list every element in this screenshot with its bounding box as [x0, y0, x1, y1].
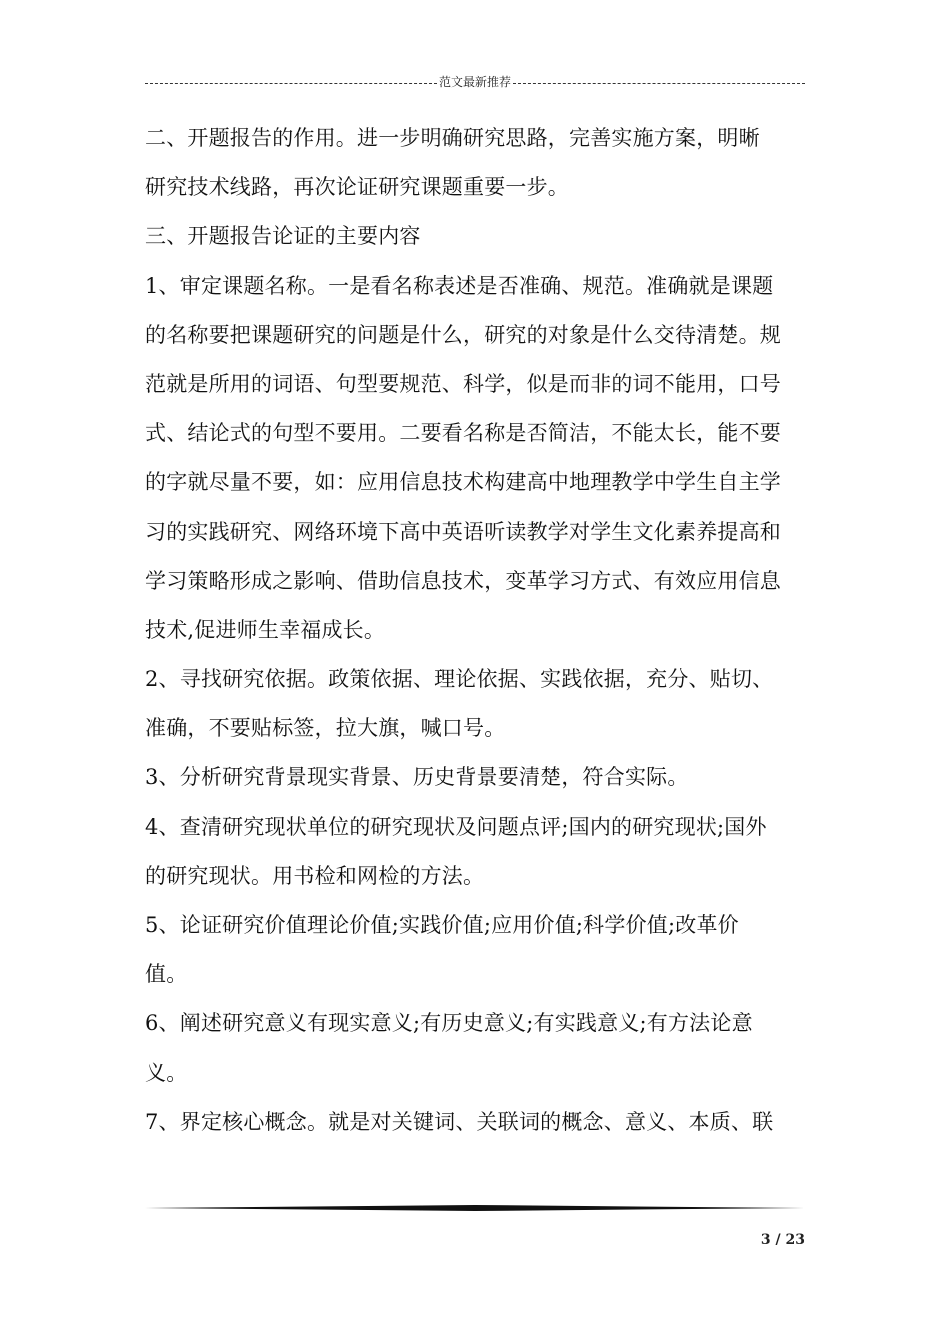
- text-line: 值。: [145, 962, 188, 987]
- section-heading: 三、开题报告论证的主要内容: [145, 224, 421, 249]
- text-line: 学习策略形成之影响、借助信息技术，变革学习方式、有效应用信息: [145, 568, 781, 593]
- text-line: 7、界定核心概念。就是对关键词、关联词的概念、意义、本质、联: [145, 1109, 774, 1134]
- text-line: 技术,促进师生幸福成长。: [145, 617, 386, 642]
- footer-rule: [145, 1205, 805, 1211]
- header-label: 范文最新推荐: [439, 75, 512, 89]
- text-line: 的名称要把课题研究的问题是什么，研究的对象是什么交待清楚。规: [145, 322, 781, 347]
- text-line: 准确，不要贴标签，拉大旗，喊口号。: [145, 716, 506, 741]
- text-line: 5、论证研究价值理论价值;实践价值;应用价值;科学价值;改革价: [145, 913, 739, 937]
- text-line: 范就是所用的词语、句型要规范、科学，似是而非的词不能用，口号: [145, 371, 781, 396]
- text-line: 研究技术线路，再次论证研究课题重要一步。: [145, 175, 569, 200]
- text-line: 6、阐述研究意义有现实意义;有历史意义;有实践意义;有方法论意: [145, 1011, 753, 1036]
- text-line: 的研究现状。用书检和网检的方法。: [145, 863, 485, 888]
- page-header: [145, 72, 805, 92]
- header-dash-right: [513, 83, 805, 84]
- document-body: [145, 114, 810, 1147]
- text-line: 2、寻找研究依据。政策依据、理论依据、实践依据，充分、贴切、: [145, 667, 774, 692]
- text-line: 习的实践研究、网络环境下高中英语听读教学对学生文化素养提高和: [145, 519, 781, 544]
- text-line: 二、开题报告的作用。进一步明确研究思路，完善实施方案，明晰: [145, 126, 760, 150]
- text-line: 4、查清研究现状单位的研究现状及问题点评;国内的研究现状;国外: [145, 814, 767, 839]
- page-number: 3 / 23: [760, 1232, 805, 1248]
- text-line: 义。: [145, 1060, 188, 1085]
- text-line: 式、结论式的句型不要用。二要看名称是否简洁，不能太长，能不要: [145, 421, 781, 446]
- text-line: 3、分析研究背景现实背景、历史背景要清楚，符合实际。: [145, 765, 689, 790]
- text-line: 的字就尽量不要，如：应用信息技术构建高中地理教学中学生自主学: [145, 470, 781, 495]
- header-dash-left: [145, 83, 437, 84]
- text-line: 1、审定课题名称。一是看名称表述是否准确、规范。准确就是课题: [145, 273, 774, 298]
